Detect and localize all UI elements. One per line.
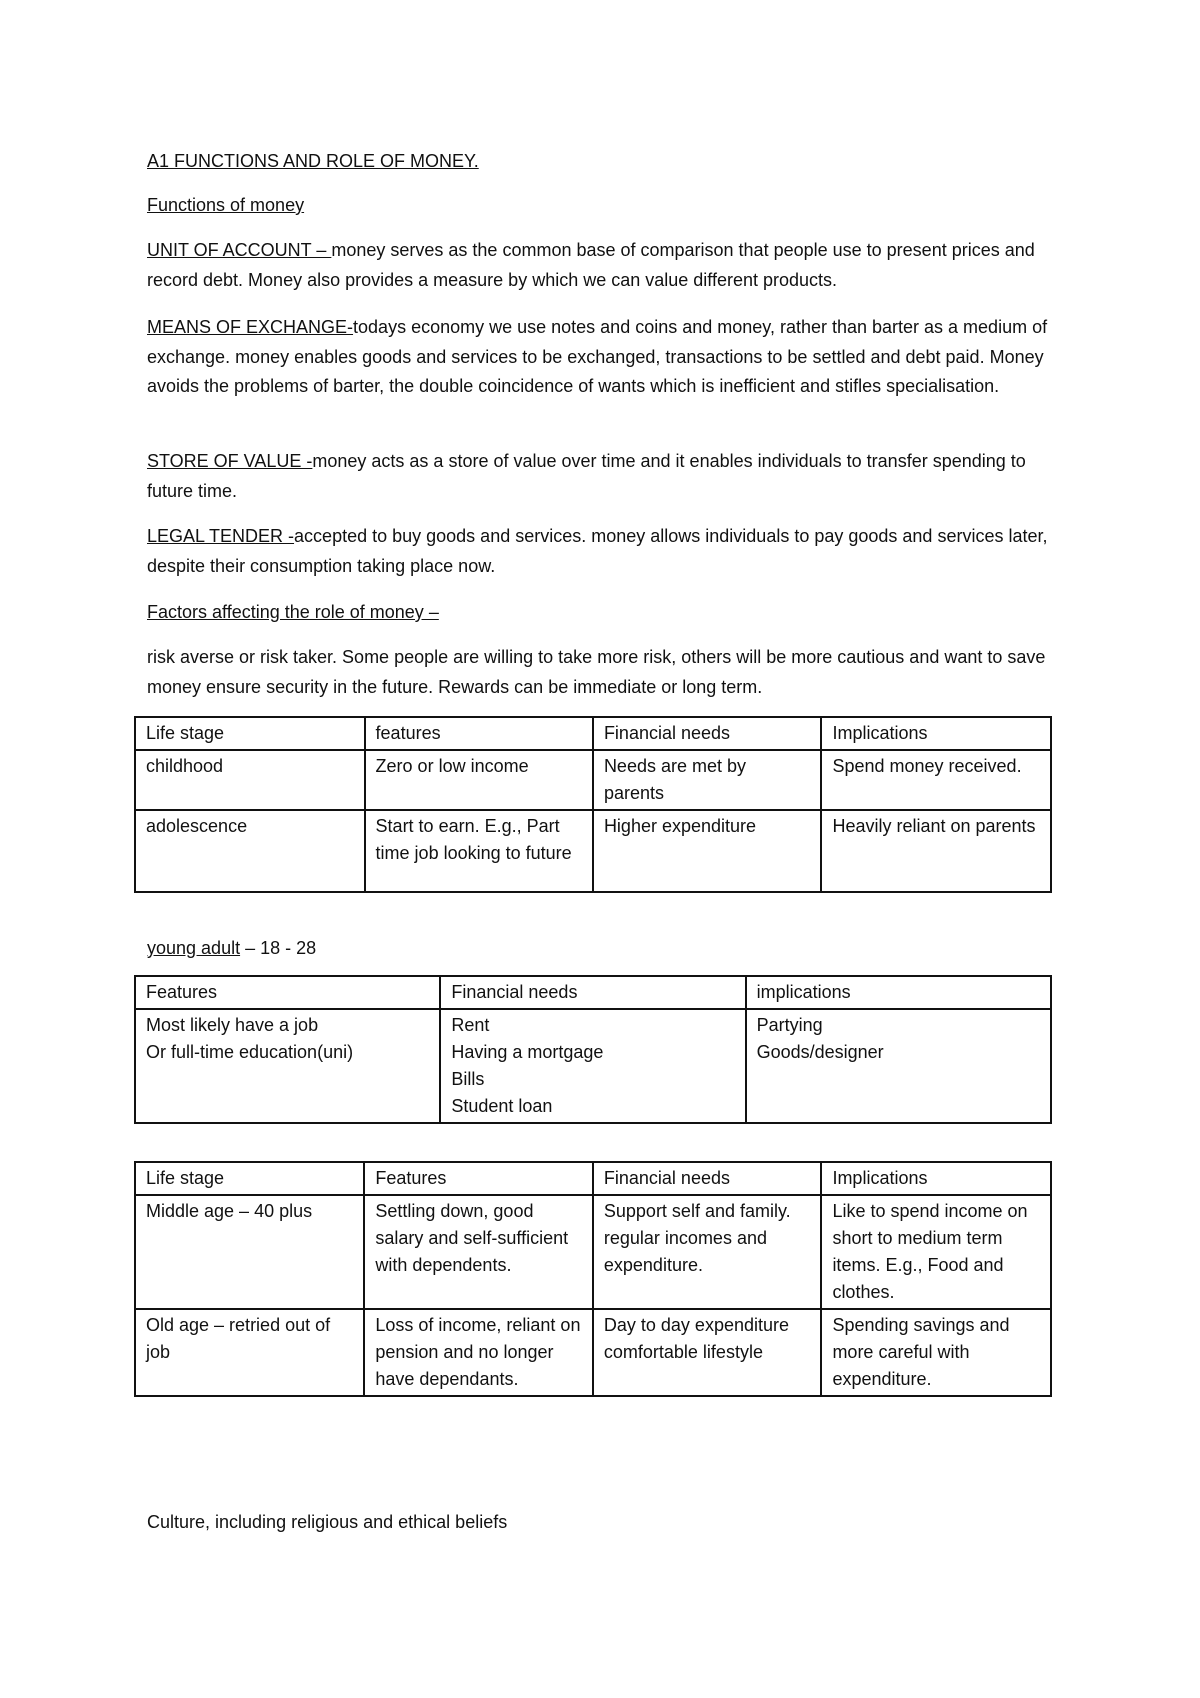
cell-line: Having a mortgage <box>451 1042 604 1062</box>
table-cell: Middle age – 40 plus <box>135 1195 364 1309</box>
cell-line: Student loan <box>451 1096 553 1116</box>
document-title: A1 FUNCTIONS AND ROLE OF MONEY. <box>147 151 479 171</box>
function-legal-tender <box>147 522 1052 581</box>
young-adult-table <box>134 975 1052 1124</box>
table-cell <box>135 1009 440 1123</box>
table-header-cell: features <box>365 717 593 750</box>
function-text: money acts as a store of value over time and it enables individuals to transfer spending to future time. <box>147 451 1026 501</box>
cell-line: Bills <box>451 1069 485 1089</box>
table-cell <box>746 1009 1051 1123</box>
table-row <box>135 810 1051 892</box>
function-term: MEANS OF EXCHANGE- <box>147 317 354 337</box>
table-cell: Spending savings and more careful with expenditure. <box>821 1309 1051 1396</box>
table-cell: Zero or low income <box>365 750 593 810</box>
table-header-row <box>135 1162 1051 1195</box>
cell-line: Goods/designer <box>756 1042 884 1062</box>
table-cell: Heavily reliant on parents <box>821 810 1051 892</box>
table-header-cell: Financial needs <box>593 717 822 750</box>
life-stage-table-2 <box>134 1161 1052 1397</box>
table-header-row <box>135 717 1051 750</box>
function-unit-of-account <box>147 236 1052 295</box>
cell-line: Rent <box>451 1015 490 1035</box>
function-term: LEGAL TENDER - <box>147 526 295 546</box>
function-term: STORE OF VALUE - <box>147 451 313 471</box>
table-cell: Needs are met by parents <box>593 750 822 810</box>
table-cell: adolescence <box>135 810 365 892</box>
factors-heading: Factors affecting the role of money – <box>147 602 439 622</box>
table-header-cell: Financial needs <box>593 1162 822 1195</box>
cell-line: Or full-time education(uni) <box>146 1042 354 1062</box>
table-header-cell: Financial needs <box>440 976 745 1009</box>
table-row <box>135 1309 1051 1396</box>
young-adult-heading <box>147 934 316 962</box>
table-cell: childhood <box>135 750 365 810</box>
function-term: UNIT OF ACCOUNT – <box>147 240 332 260</box>
table-row <box>135 750 1051 810</box>
function-store-of-value <box>147 447 1052 506</box>
table-cell: Start to earn. E.g., Part time job looking to future <box>365 810 593 892</box>
table-cell: Spend money received. <box>821 750 1051 810</box>
function-means-of-exchange <box>147 313 1052 402</box>
table-cell: Higher expenditure <box>593 810 822 892</box>
table-cell: Like to spend income on short to medium term items. E.g., Food and clothes. <box>821 1195 1051 1309</box>
table-header-row <box>135 976 1051 1009</box>
table-cell: Old age – retried out of job <box>135 1309 364 1396</box>
table-row <box>135 1195 1051 1309</box>
function-text: todays economy we use notes and coins and money, rather than barter as a medium of exchange. money enables goods and services to be exchanged, transactions to be settled and debt paid. Money avoids the problems of barter, the double coincidence of wants which is inefficient and stifles specialisation. <box>147 317 1048 396</box>
young-adult-range: – 18 - 28 <box>240 938 317 958</box>
table-cell <box>440 1009 745 1123</box>
risk-paragraph: risk averse or risk taker. Some people are willing to take more risk, others will be more cautious and want to save money ensure security in the future. Rewards can be immediate or long term. <box>147 647 1046 697</box>
function-text: accepted to buy goods and services. money allows individuals to pay goods and services later, despite their consumption taking place now. <box>147 526 1048 576</box>
cell-line: Most likely have a job <box>146 1015 319 1035</box>
life-stage-table-1 <box>134 716 1052 893</box>
functions-heading: Functions of money <box>147 195 305 215</box>
table-cell: Settling down, good salary and self-sufficient with dependents. <box>364 1195 593 1309</box>
table-header-cell: Implications <box>821 1162 1051 1195</box>
table-row <box>135 1009 1051 1123</box>
table-cell: Support self and family. regular incomes and expenditure. <box>593 1195 822 1309</box>
table-cell: Day to day expenditure comfortable lifestyle <box>593 1309 822 1396</box>
table-header-cell: Life stage <box>135 717 365 750</box>
culture-line: Culture, including religious and ethical beliefs <box>147 1512 508 1532</box>
table-header-cell: implications <box>746 976 1051 1009</box>
table-header-cell: Features <box>364 1162 593 1195</box>
table-header-cell: Features <box>135 976 440 1009</box>
young-adult-label: young adult <box>147 938 241 958</box>
function-text: money serves as the common base of comparison that people use to present prices and record debt. Money also provides a measure by which we can value different products. <box>147 240 1035 290</box>
table-header-cell: Life stage <box>135 1162 364 1195</box>
cell-line: Partying <box>756 1015 823 1035</box>
table-header-cell: Implications <box>821 717 1051 750</box>
table-cell: Loss of income, reliant on pension and no longer have dependants. <box>364 1309 593 1396</box>
